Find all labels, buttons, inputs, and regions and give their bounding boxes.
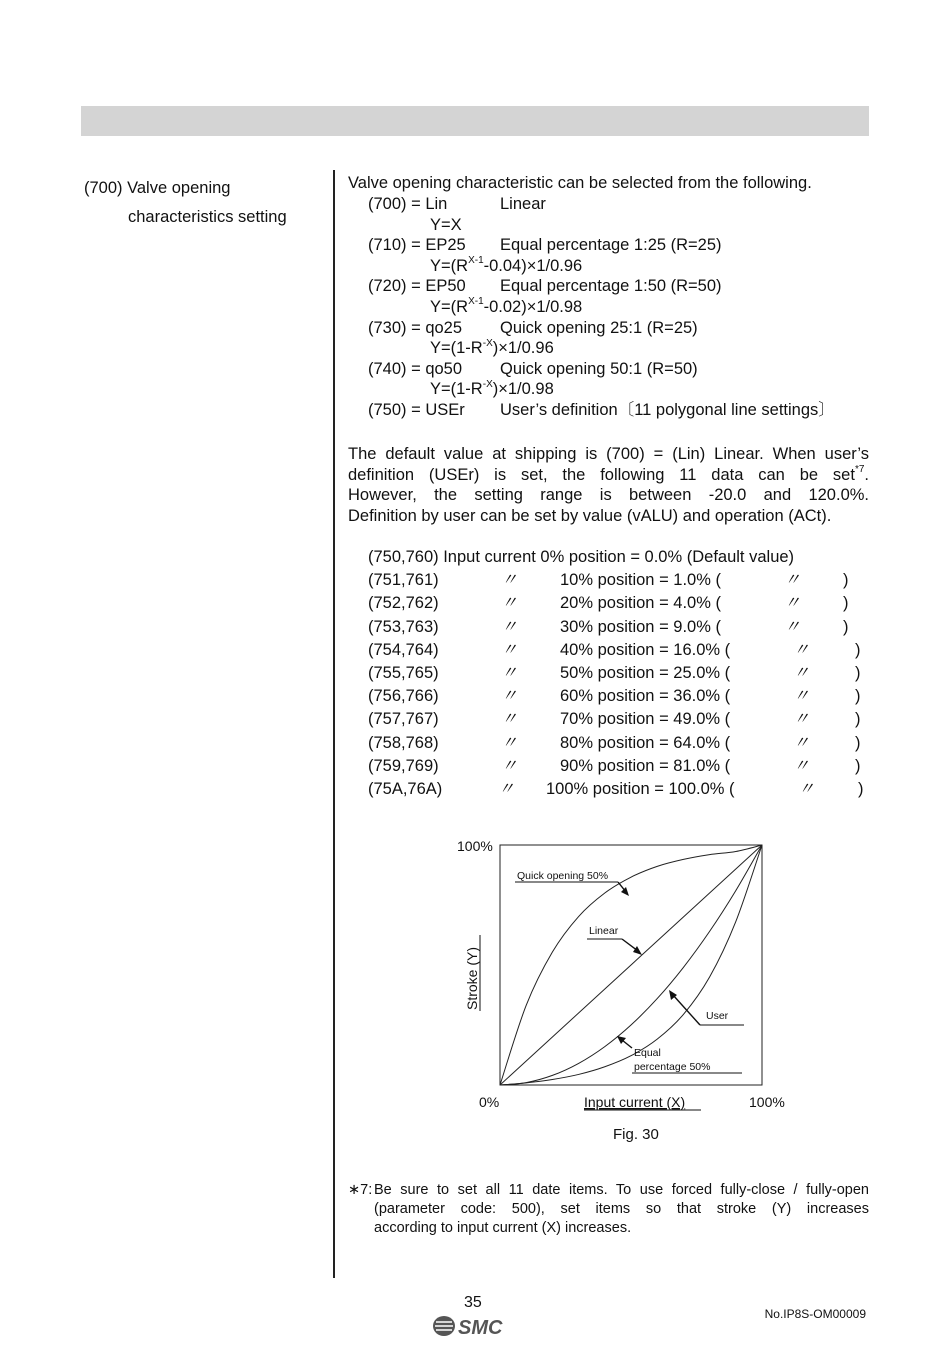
table-close: ) xyxy=(843,617,849,636)
footnote-line: Be sure to set all 11 date items. To use forced fully-close / fully-open xyxy=(374,1182,869,1198)
table-param: (751,761) xyxy=(368,571,439,590)
code-label: (740) = qo50 xyxy=(368,359,463,378)
table-position: 10% position = 1.0% ( xyxy=(560,571,721,590)
page-number: 35 xyxy=(464,1294,482,1311)
table-param: (757,767) xyxy=(368,710,439,729)
ditto-mark: 〃 xyxy=(501,594,518,613)
ditto-mark: 〃 xyxy=(501,640,518,659)
annotation-equal-percentage: percentage 50% xyxy=(634,1061,711,1073)
smc-logo xyxy=(432,1314,512,1338)
default-value-paragraph xyxy=(348,444,869,526)
table-param: (754,764) xyxy=(368,640,439,659)
ditto-mark: 〃 xyxy=(501,733,518,752)
table-close: ) xyxy=(855,733,861,752)
table-param: (758,768) xyxy=(368,733,439,752)
table-row xyxy=(368,569,849,592)
table-row xyxy=(368,778,864,801)
ditto-mark: 〃 xyxy=(784,594,801,613)
ditto-mark: 〃 xyxy=(498,779,515,798)
table-row xyxy=(368,616,849,639)
footnote-line: (parameter code: 500), set items so that stroke (Y) increases xyxy=(374,1201,869,1217)
table-position: 60% position = 36.0% ( xyxy=(560,687,731,706)
table-close: ) xyxy=(855,663,861,682)
intro-text: Valve opening characteristic can be selected from the following. xyxy=(348,174,812,192)
ditto-mark: 〃 xyxy=(501,687,518,706)
section-title-line2: characteristics setting xyxy=(128,208,287,226)
table-param: (759,769) xyxy=(368,756,439,775)
table-close: ) xyxy=(855,756,861,775)
section-title xyxy=(84,174,287,232)
ditto-mark: 〃 xyxy=(798,779,815,798)
paragraph-line: The default value at shipping is (700) = (Lin) Linear. When user’s xyxy=(348,445,869,463)
code-row xyxy=(368,359,835,380)
code-formula: $Y=(1-R^{-X})\times 1/0.98$ xyxy=(430,378,554,399)
table-param: (752,762) xyxy=(368,594,439,613)
paragraph-line: definition (USEr) is set, the following 11 data can be set$^{*7}$. xyxy=(348,464,869,484)
table-position: 90% position = 81.0% ( xyxy=(560,756,731,775)
ditto-mark: 〃 xyxy=(793,733,810,752)
code-row xyxy=(368,318,835,339)
annotation-arrow xyxy=(673,995,700,1025)
table-param: (755,765) xyxy=(368,663,439,682)
table-row xyxy=(368,639,861,662)
ditto-mark: 〃 xyxy=(793,687,810,706)
ditto-mark: 〃 xyxy=(793,640,810,659)
annotation-arrowhead xyxy=(633,946,642,955)
annotation-arrow xyxy=(622,1040,632,1048)
table-close: ) xyxy=(858,779,864,798)
table-position: 80% position = 64.0% ( xyxy=(560,733,731,752)
code-row xyxy=(368,400,835,421)
code-description: User’s definition〔11 polygonal line settings〕 xyxy=(500,400,835,419)
annotation-user: User xyxy=(706,1010,729,1022)
table-position: 50% position = 25.0% ( xyxy=(560,663,731,682)
x-axis-label: Input current (X) xyxy=(584,1094,686,1110)
table-param: (753,763) xyxy=(368,617,439,636)
code-description: Equal percentage 1:25 (R=25) xyxy=(500,236,722,255)
code-description: Quick opening 25:1 (R=25) xyxy=(500,318,698,337)
code-row xyxy=(368,276,835,297)
table-row xyxy=(368,732,861,755)
table-position: 70% position = 49.0% ( xyxy=(560,710,731,729)
y-tick-label: 100% xyxy=(457,838,493,854)
table-position: 40% position = 16.0% ( xyxy=(560,640,731,659)
annotation-linear: Linear xyxy=(589,925,619,937)
table-param: (756,766) xyxy=(368,687,439,706)
figure-caption: Fig. 30 xyxy=(613,1126,659,1143)
table-position: 30% position = 9.0% ( xyxy=(560,617,721,636)
ditto-mark: 〃 xyxy=(784,571,801,590)
ditto-mark: 〃 xyxy=(501,617,518,636)
paragraph-line: Definition by user can be set by value (vALU) and operation (ACt). xyxy=(348,506,832,525)
paragraph-line: However, the setting range is between -20.0 and 120.0%. xyxy=(348,486,869,505)
table-position: 100% position = 100.0% ( xyxy=(546,779,735,798)
ditto-mark: 〃 xyxy=(501,710,518,729)
code-label: (720) = EP50 xyxy=(368,277,466,296)
ditto-mark: 〃 xyxy=(784,617,801,636)
code-row xyxy=(368,235,835,256)
table-header-row: (750,760) Input current 0% position = 0.0% (Default value) xyxy=(368,548,795,566)
user-definition-table xyxy=(368,546,864,801)
code-label: (710) = EP25 xyxy=(368,236,466,255)
code-formula: $Y=(R^{X-1}-0.04)\times 1/0.96$ xyxy=(430,255,583,275)
x-tick-label: 100% xyxy=(749,1094,785,1110)
code-label: (750) = USEr xyxy=(368,400,465,419)
ditto-mark: 〃 xyxy=(793,756,810,775)
brand-name: SMC xyxy=(458,1317,503,1338)
column-divider xyxy=(333,170,335,1278)
code-formula: $Y=(R^{X-1}-0.02)\times 1/0.98$ xyxy=(430,296,583,316)
y-axis-label: Stroke (Y) xyxy=(464,946,480,1010)
table-row xyxy=(368,685,861,708)
code-description: Quick opening 50:1 (R=50) xyxy=(500,359,698,378)
ditto-mark: 〃 xyxy=(501,571,518,590)
code-description: Equal percentage 1:50 (R=50) xyxy=(500,277,722,296)
x-tick-label: 0% xyxy=(479,1094,500,1110)
annotation-equal: Equal xyxy=(634,1047,661,1059)
section-title-line1: (700) Valve opening xyxy=(84,179,231,197)
ditto-mark: 〃 xyxy=(501,756,518,775)
ditto-mark: 〃 xyxy=(793,710,810,729)
document-number: No.IP8S-OM00009 xyxy=(764,1307,866,1321)
code-label: (730) = qo25 xyxy=(368,318,463,337)
code-formula: Y=X xyxy=(430,215,462,234)
table-param: (75A,76A) xyxy=(368,779,443,798)
ditto-mark: 〃 xyxy=(793,663,810,682)
table-close: ) xyxy=(855,640,861,659)
ditto-mark: 〃 xyxy=(501,663,518,682)
code-description: Linear xyxy=(500,195,546,213)
table-row xyxy=(368,592,849,615)
code-formula: $Y=(1-R^{-X})\times 1/0.96$ xyxy=(430,337,554,358)
code-label: (700) = Lin xyxy=(368,195,448,213)
section-header-bar xyxy=(81,106,869,136)
table-position: 20% position = 4.0% ( xyxy=(560,594,721,613)
table-row xyxy=(368,755,861,778)
annotation-quick-opening: Quick opening 50% xyxy=(517,870,609,882)
table-row xyxy=(368,708,861,731)
footnote-mark: ∗7: xyxy=(348,1182,373,1198)
footnote-line: according to input current (X) increases. xyxy=(374,1220,632,1236)
table-close: ) xyxy=(855,687,861,706)
table-close: ) xyxy=(843,594,849,613)
table-row xyxy=(368,662,861,685)
characteristic-code-list xyxy=(368,194,835,421)
table-close: ) xyxy=(843,571,849,590)
code-row xyxy=(368,194,835,215)
table-close: ) xyxy=(855,710,861,729)
footnote xyxy=(348,1181,869,1238)
valve-characteristic-chart xyxy=(450,835,810,1115)
